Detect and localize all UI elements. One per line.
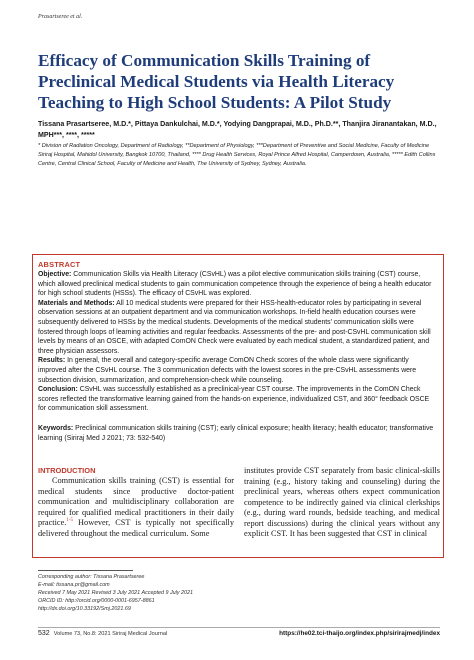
methods-label: Materials and Methods: xyxy=(38,299,115,307)
keywords-text: Preclinical communication skills training (CST); early clinical exposure; health literacy; health educator; transformative learning (Siriraj Med J 2021; 73: 532-540) xyxy=(38,424,434,442)
author-affiliations: * Division of Radiation Oncology, Department of Radiology, **Department of Physiology, ***Department of Preventive and Social Medicine, Faculty of Medicine Siriraj Hospital, Mahidol University, Bangkok 10700, Thailand, **** Drug Health Services, Royal Prince Alfred Hospital, Camperdown, Australia, ***** Edith Collins Centre, Central Clinical School, Faculty of Medicine and Health, The University of Sydney, Sydney, Australia. xyxy=(38,143,436,167)
introduction-left-column xyxy=(38,476,234,539)
citation-reference[interactable]: 1-5 xyxy=(66,518,73,524)
results-label: Results: xyxy=(38,357,66,365)
abstract-objective xyxy=(38,270,438,299)
running-head: Prasartseree et al. xyxy=(38,14,83,20)
page-number: 532 xyxy=(38,630,50,637)
footer-journal-info xyxy=(38,630,167,637)
conclusion-label: Conclusion: xyxy=(38,386,78,394)
intro-text-part2: However, CST is typically not specifically delivered throughout the medical curriculum. Some xyxy=(38,518,234,538)
orcid-link[interactable]: ORCID ID: http://orcid.org/0000-0001-6957-8861 xyxy=(38,597,155,604)
objective-text: Communication Skills via Health Literacy (CSvHL) was a pilot elective communication skills training (CST) course, which allowed preclinical medical students to gain communication competence through the experience of being a health educator for high school students (HSSs). The efficacy of CSvHL was explored. xyxy=(38,271,432,298)
introduction-right-column: institutes provide CST separately from basic clinical-skills training (e.g., history taking and counseling) during the preclinical years, whereas others expect communication competence to be indirectly gained via clinical clerkships (e.g., during ward rounds, bedside teaching, and medical report discussions) during the clinical years without any explicit CST. It has been suggested that CST in clinical xyxy=(244,466,440,539)
journal-issue: Volume 73, No.8: 2021 Siriraj Medical Journal xyxy=(53,631,168,637)
methods-text: All 10 medical students were prepared for their HSS-health-educator roles by participating in several observation sessions at an outpatient department and via communication workshops. In-field health education courses were subsequently delivered to HSSs by the medical students. Developments of the medical students' communication skills were fostered through loops of learning activities and regular feedbacks. Assessments of the pre- and post-CSvHL communication skill levels by means of an OSCE, with adapted ComON Check were evaluated by each medical student, a standardized patient, and three physician assessors. xyxy=(38,299,431,355)
abstract-results xyxy=(38,356,438,385)
abstract-conclusion xyxy=(38,385,438,414)
conclusion-text: CSvHL was successfully established as a preclinical-year CST course. The improvements in the ComON Check scores reflected the transformative learning gained from the hands-on experience, individualized CST, and 360° feedback OSCE for communication skill assessment. xyxy=(38,386,430,413)
results-text: In general, the overall and category-specific average ComON Check scores of the whole class were significantly improved after the CSvHL course. The 3 communication defects with the lowest scores in the pre-CSvHL assessments were subsection division, summarization, and comprehension-check while counseling. xyxy=(38,357,417,384)
introduction-heading: INTRODUCTION xyxy=(38,466,96,475)
intro-text-part1: Communication skills training (CST) is essential for medical students since productive doctor-patient communication and multidisciplinary collaboration are required for qualified medical practitioners in their daily practice. xyxy=(38,476,234,528)
article-title: Efficacy of Communication Skills Training of Preclinical Medical Students via Health Literacy Teaching to High School Students: A Pilot Study xyxy=(38,51,395,112)
footnote-divider xyxy=(38,570,133,571)
abstract-body xyxy=(38,270,438,443)
keywords-label: Keywords: xyxy=(38,424,74,432)
footer-divider xyxy=(38,627,440,628)
author-email[interactable]: E-mail: tissana.pr@gmail.com xyxy=(38,581,110,588)
corresponding-author: Corresponding author: Tissana Prasartseree xyxy=(38,574,145,580)
abstract-methods xyxy=(38,299,438,357)
abstract-keywords xyxy=(38,424,438,443)
author-list: Tissana Prasartseree, M.D.*, Pittaya Dankulchai, M.D.*, Yodying Dangprapai, M.D., Ph.D.**, Thanjira Jiranantakan, M.D., MPH***, ****, ***** xyxy=(38,120,437,139)
submission-dates: Received 7 May 2021 Revised 3 July 2021 Accepted 9 July 2021 xyxy=(38,589,194,596)
correspondence-block xyxy=(38,574,438,614)
abstract-heading: ABSTRACT xyxy=(38,260,81,269)
objective-label: Objective: xyxy=(38,271,72,278)
journal-url-link[interactable]: https://he02.tci-thaijo.org/index.php/sirirajmedj/index xyxy=(279,630,440,637)
doi-link[interactable]: http://dx.doi.org/10.33192/Smj.2021.69 xyxy=(38,605,131,612)
